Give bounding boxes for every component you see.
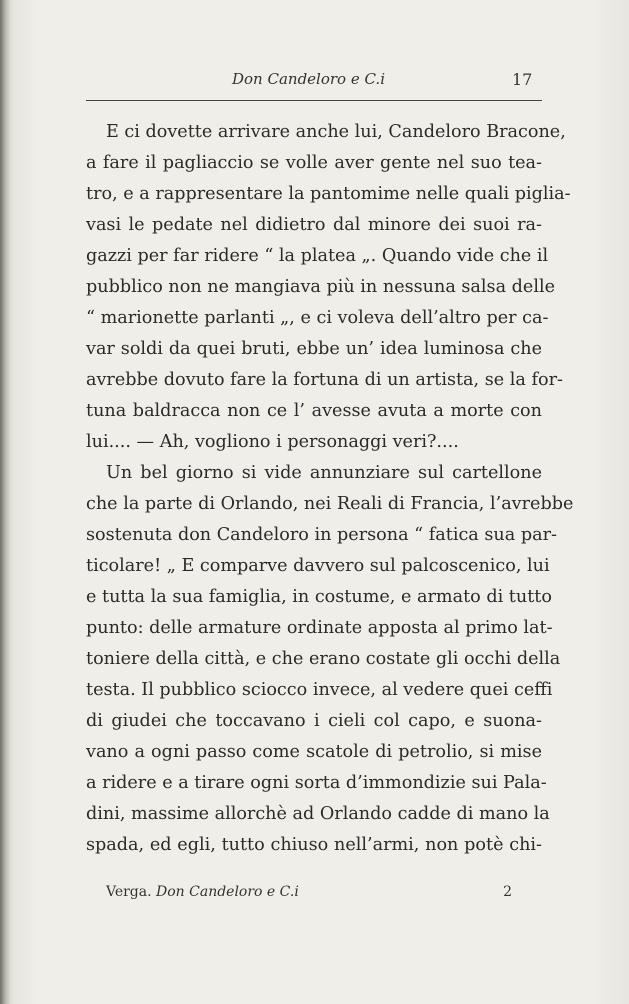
text-line: sostenuta don Candeloro in persona “ fatica sua par- (86, 525, 557, 545)
text-line: e tutta la sua famiglia, in costume, e armato di tutto (86, 587, 552, 607)
text-line: “ marionette parlanti „, e ci voleva dell’altro per ca- (86, 308, 549, 328)
text-line: tuna baldracca non ce l’ avesse avuta a morte con (86, 401, 542, 421)
footer-author: Verga. (106, 884, 152, 900)
text-line: vano a ogni passo come scatole di petrolio, si mise (86, 742, 542, 762)
body-text (86, 117, 574, 861)
text-line: che la parte di Orlando, nei Reali di Francia, l’avrebbe (86, 494, 574, 514)
running-title: Don Candeloro e C.i (232, 70, 385, 88)
text-line: Un bel giorno si vide annunziare sul cartellone (106, 463, 542, 483)
text-line: a fare il pagliaccio se volle aver gente nel suo tea- (86, 153, 542, 173)
footer-signature (106, 884, 299, 900)
page-binding-shadow (0, 0, 10, 1004)
text-line: gazzi per far ridere “ la platea „. Quando vide che il (86, 246, 549, 266)
text-line: avrebbe dovuto fare la fortuna di un artista, se la for- (86, 370, 563, 390)
text-line: ticolare! „ E comparve davvero sul palcoscenico, lui (86, 556, 550, 576)
header-rule (86, 100, 542, 101)
text-line: pubblico non ne mangiava più in nessuna salsa delle (86, 277, 556, 297)
page-footer (86, 884, 542, 908)
text-line: testa. Il pubblico sciocco invece, al vedere quei ceffi (86, 680, 553, 700)
text-line: punto: delle armature ordinate apposta al primo lat- (86, 618, 553, 638)
text-line: var soldi da quei bruti, ebbe un’ idea luminosa che (86, 339, 542, 359)
text-line: toniere della città, e che erano costate gli occhi della (86, 649, 561, 669)
text-line: vasi le pedate nel didietro dal minore dei suoi ra- (86, 215, 542, 235)
signature-mark: 2 (503, 884, 512, 900)
text-line: dini, massime allorchè ad Orlando cadde di mano la (86, 804, 550, 824)
running-header (0, 64, 629, 94)
text-line: a ridere e a tirare ogni sorta d’immondizie sui Pala- (86, 773, 547, 793)
text-line: lui.... — Ah, vogliono i personaggi veri?.... (86, 432, 459, 452)
text-line: E ci dovette arrivare anche lui, Candeloro Bracone, (106, 122, 566, 142)
text-line: tro, e a rappresentare la pantomime nelle quali piglia- (86, 184, 571, 204)
page-number: 17 (512, 70, 533, 89)
text-line: spada, ed egli, tutto chiuso nell’armi, non potè chi- (86, 835, 542, 855)
text-line: di giudei che toccavano i cieli col capo, e suona- (86, 711, 542, 731)
footer-title: Don Candeloro e C.i (156, 884, 299, 900)
